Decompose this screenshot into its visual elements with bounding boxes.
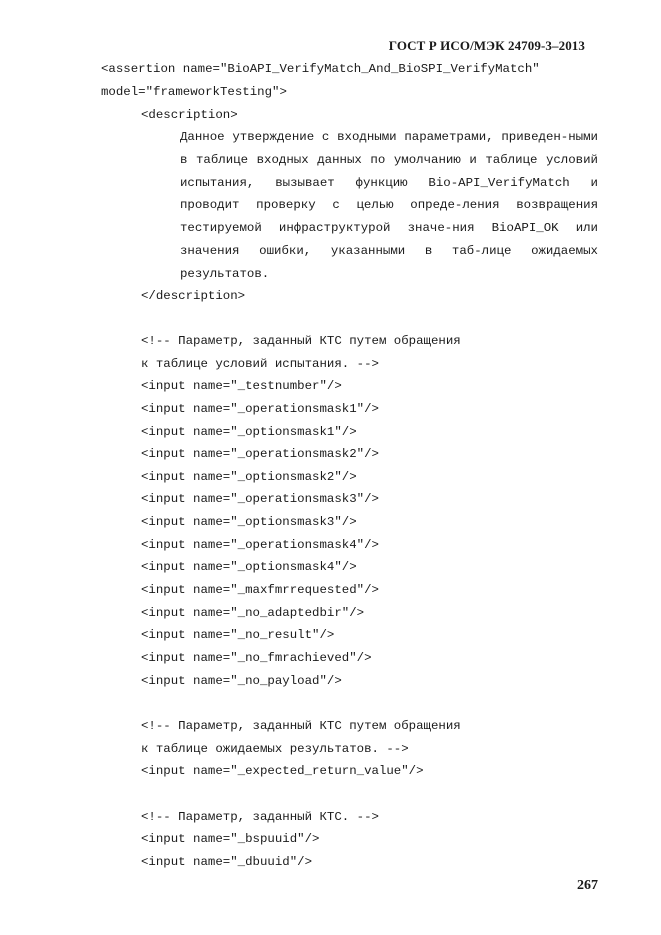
page-number: 267 bbox=[577, 878, 598, 893]
input-line: <input name="_operationsmask4"/> bbox=[141, 538, 379, 552]
group1-comment-line-1: <!-- Параметр, заданный КТС путем обращения bbox=[141, 334, 461, 348]
input-line: <input name="_optionsmask1"/> bbox=[141, 425, 357, 439]
input-line: <input name="_maxfmrrequested"/> bbox=[141, 583, 379, 597]
description-text bbox=[180, 126, 598, 286]
standard-header: ГОСТ Р ИСО/МЭК 24709-3–2013 bbox=[388, 38, 585, 53]
input-line: <input name="_no_payload"/> bbox=[141, 674, 342, 688]
description-paragraph: Данное утверждение с входными параметрами, приведен-ными в таблице входных данных по умолчанию и таблице условий испытания, вызывает функцию Bio-API_VerifyMatch и проводит проверку с целью опреде-ления возвращения тестируемой инфраструктурой значе-ния BioAPI_OK или значения ошибки, указанными в таб-лице ожидаемых результатов. bbox=[180, 130, 598, 281]
input-line: <input name="_testnumber"/> bbox=[141, 379, 342, 393]
input-line: <input name="_no_fmrachieved"/> bbox=[141, 651, 372, 665]
group2-comment-line-1: <!-- Параметр, заданный КТС путем обращения bbox=[141, 719, 461, 733]
input-line: <input name="_expected_return_value"/> bbox=[141, 764, 424, 778]
group2-comment-line-2: к таблице ожидаемых результатов. --> bbox=[141, 742, 409, 756]
input-line: <input name="_no_result"/> bbox=[141, 628, 335, 642]
assertion-open-line-2: model="frameworkTesting"> bbox=[101, 85, 287, 99]
input-line: <input name="_optionsmask4"/> bbox=[141, 560, 357, 574]
input-line: <input name="_dbuuid"/> bbox=[141, 855, 313, 869]
assertion-open-line-1: <assertion name="BioAPI_VerifyMatch_And_BioSPI_VerifyMatch" bbox=[101, 62, 540, 76]
input-line: <input name="_no_adaptedbir"/> bbox=[141, 606, 365, 620]
input-line: <input name="_operationsmask1"/> bbox=[141, 402, 379, 416]
description-close-tag: </description> bbox=[141, 289, 246, 303]
input-line: <input name="_operationsmask3"/> bbox=[141, 492, 379, 506]
description-open-tag: <description> bbox=[141, 108, 238, 122]
input-line: <input name="_bspuuid"/> bbox=[141, 832, 320, 846]
input-line: <input name="_operationsmask2"/> bbox=[141, 447, 379, 461]
input-line: <input name="_optionsmask3"/> bbox=[141, 515, 357, 529]
group3-comment: <!-- Параметр, заданный КТС. --> bbox=[141, 810, 379, 824]
input-line: <input name="_optionsmask2"/> bbox=[141, 470, 357, 484]
group1-comment-line-2: к таблице условий испытания. --> bbox=[141, 357, 379, 371]
